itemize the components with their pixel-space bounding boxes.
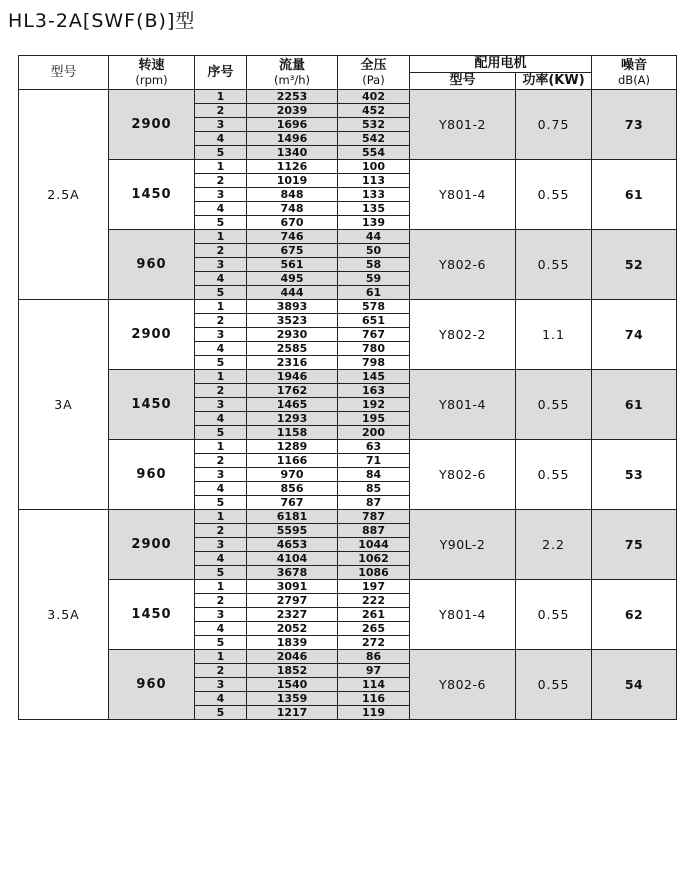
pressure-cell: 265 xyxy=(338,622,410,636)
noise-cell: 62 xyxy=(592,580,677,650)
flow-cell: 4104 xyxy=(247,552,338,566)
flow-cell: 2797 xyxy=(247,594,338,608)
pressure-cell: 59 xyxy=(338,272,410,286)
seq-cell: 4 xyxy=(195,482,247,496)
pressure-cell: 133 xyxy=(338,188,410,202)
pressure-cell: 195 xyxy=(338,412,410,426)
pressure-cell: 767 xyxy=(338,328,410,342)
seq-cell: 5 xyxy=(195,706,247,720)
model-cell: 3.5A xyxy=(19,510,109,720)
flow-cell: 746 xyxy=(247,230,338,244)
power-cell: 0.55 xyxy=(516,230,592,300)
motor-model-cell: Y802-6 xyxy=(410,650,516,720)
noise-cell: 52 xyxy=(592,230,677,300)
header-motor: 配用电机 xyxy=(410,56,592,73)
flow-cell: 1289 xyxy=(247,440,338,454)
seq-cell: 4 xyxy=(195,412,247,426)
pressure-cell: 272 xyxy=(338,636,410,650)
pressure-cell: 798 xyxy=(338,356,410,370)
page-title: HL3-2A[SWF(B)]型 xyxy=(8,10,196,32)
flow-cell: 1019 xyxy=(247,174,338,188)
seq-cell: 3 xyxy=(195,538,247,552)
flow-cell: 856 xyxy=(247,482,338,496)
noise-cell: 53 xyxy=(592,440,677,510)
seq-cell: 2 xyxy=(195,174,247,188)
power-cell: 0.55 xyxy=(516,370,592,440)
flow-cell: 748 xyxy=(247,202,338,216)
pressure-cell: 452 xyxy=(338,104,410,118)
power-cell: 0.55 xyxy=(516,160,592,230)
flow-cell: 2316 xyxy=(247,356,338,370)
flow-cell: 1217 xyxy=(247,706,338,720)
flow-cell: 848 xyxy=(247,188,338,202)
pressure-cell: 139 xyxy=(338,216,410,230)
pressure-cell: 787 xyxy=(338,510,410,524)
flow-cell: 767 xyxy=(247,496,338,510)
pressure-cell: 116 xyxy=(338,692,410,706)
table-row xyxy=(19,510,677,524)
motor-model-cell: Y90L-2 xyxy=(410,510,516,580)
flow-cell: 675 xyxy=(247,244,338,258)
power-cell: 0.75 xyxy=(516,90,592,160)
seq-cell: 3 xyxy=(195,678,247,692)
noise-cell: 61 xyxy=(592,370,677,440)
power-cell: 2.2 xyxy=(516,510,592,580)
flow-cell: 495 xyxy=(247,272,338,286)
seq-cell: 4 xyxy=(195,202,247,216)
noise-cell: 74 xyxy=(592,300,677,370)
flow-cell: 1465 xyxy=(247,398,338,412)
pressure-cell: 197 xyxy=(338,580,410,594)
flow-cell: 2046 xyxy=(247,650,338,664)
seq-cell: 1 xyxy=(195,370,247,384)
seq-cell: 3 xyxy=(195,188,247,202)
motor-model-cell: Y801-4 xyxy=(410,580,516,650)
pressure-cell: 554 xyxy=(338,146,410,160)
flow-cell: 2930 xyxy=(247,328,338,342)
pressure-cell: 402 xyxy=(338,90,410,104)
seq-cell: 2 xyxy=(195,104,247,118)
motor-model-cell: Y802-6 xyxy=(410,230,516,300)
header-speed: 转速 (rpm) xyxy=(109,56,195,90)
seq-cell: 4 xyxy=(195,622,247,636)
seq-cell: 3 xyxy=(195,468,247,482)
seq-cell: 3 xyxy=(195,328,247,342)
power-cell: 0.55 xyxy=(516,580,592,650)
flow-cell: 3523 xyxy=(247,314,338,328)
pressure-cell: 114 xyxy=(338,678,410,692)
flow-cell: 970 xyxy=(247,468,338,482)
noise-cell: 75 xyxy=(592,510,677,580)
pressure-cell: 86 xyxy=(338,650,410,664)
table-row xyxy=(19,160,677,174)
pressure-cell: 71 xyxy=(338,454,410,468)
speed-cell: 2900 xyxy=(109,300,195,370)
flow-cell: 1293 xyxy=(247,412,338,426)
power-cell: 1.1 xyxy=(516,300,592,370)
pressure-cell: 780 xyxy=(338,342,410,356)
pressure-cell: 578 xyxy=(338,300,410,314)
seq-cell: 5 xyxy=(195,426,247,440)
flow-cell: 1946 xyxy=(247,370,338,384)
pressure-cell: 532 xyxy=(338,118,410,132)
seq-cell: 3 xyxy=(195,118,247,132)
seq-cell: 2 xyxy=(195,594,247,608)
seq-cell: 1 xyxy=(195,510,247,524)
table-row xyxy=(19,230,677,244)
seq-cell: 4 xyxy=(195,132,247,146)
speed-cell: 1450 xyxy=(109,370,195,440)
seq-cell: 4 xyxy=(195,692,247,706)
pressure-cell: 145 xyxy=(338,370,410,384)
noise-cell: 73 xyxy=(592,90,677,160)
pressure-cell: 44 xyxy=(338,230,410,244)
flow-cell: 2585 xyxy=(247,342,338,356)
seq-cell: 1 xyxy=(195,580,247,594)
header-seq: 序号 xyxy=(195,56,247,90)
seq-cell: 5 xyxy=(195,496,247,510)
seq-cell: 4 xyxy=(195,342,247,356)
seq-cell: 2 xyxy=(195,664,247,678)
flow-cell: 1126 xyxy=(247,160,338,174)
seq-cell: 1 xyxy=(195,90,247,104)
flow-cell: 2052 xyxy=(247,622,338,636)
flow-cell: 561 xyxy=(247,258,338,272)
pressure-cell: 119 xyxy=(338,706,410,720)
speed-cell: 1450 xyxy=(109,580,195,650)
seq-cell: 1 xyxy=(195,230,247,244)
flow-cell: 4653 xyxy=(247,538,338,552)
pressure-cell: 97 xyxy=(338,664,410,678)
seq-cell: 3 xyxy=(195,258,247,272)
seq-cell: 2 xyxy=(195,384,247,398)
pressure-cell: 1044 xyxy=(338,538,410,552)
speed-cell: 960 xyxy=(109,440,195,510)
pressure-cell: 100 xyxy=(338,160,410,174)
pressure-cell: 651 xyxy=(338,314,410,328)
pressure-cell: 192 xyxy=(338,398,410,412)
pressure-cell: 50 xyxy=(338,244,410,258)
table-row xyxy=(19,440,677,454)
header-pressure: 全压 (Pa) xyxy=(338,56,410,90)
pressure-cell: 1062 xyxy=(338,552,410,566)
flow-cell: 1359 xyxy=(247,692,338,706)
fan-spec-table xyxy=(18,55,677,720)
flow-cell: 1852 xyxy=(247,664,338,678)
pressure-cell: 163 xyxy=(338,384,410,398)
pressure-cell: 87 xyxy=(338,496,410,510)
seq-cell: 1 xyxy=(195,160,247,174)
noise-cell: 61 xyxy=(592,160,677,230)
flow-cell: 1166 xyxy=(247,454,338,468)
header-noise: 噪音 dB(A) xyxy=(592,56,677,90)
table-row xyxy=(19,580,677,594)
seq-cell: 5 xyxy=(195,356,247,370)
seq-cell: 5 xyxy=(195,566,247,580)
speed-cell: 2900 xyxy=(109,90,195,160)
seq-cell: 2 xyxy=(195,454,247,468)
pressure-cell: 58 xyxy=(338,258,410,272)
speed-cell: 1450 xyxy=(109,160,195,230)
noise-cell: 54 xyxy=(592,650,677,720)
flow-cell: 1839 xyxy=(247,636,338,650)
motor-model-cell: Y801-2 xyxy=(410,90,516,160)
seq-cell: 2 xyxy=(195,524,247,538)
seq-cell: 1 xyxy=(195,650,247,664)
table-row xyxy=(19,90,677,104)
pressure-cell: 135 xyxy=(338,202,410,216)
motor-model-cell: Y802-2 xyxy=(410,300,516,370)
seq-cell: 4 xyxy=(195,552,247,566)
flow-cell: 1340 xyxy=(247,146,338,160)
seq-cell: 5 xyxy=(195,636,247,650)
flow-cell: 1762 xyxy=(247,384,338,398)
pressure-cell: 887 xyxy=(338,524,410,538)
speed-cell: 2900 xyxy=(109,510,195,580)
header-row-1 xyxy=(19,56,677,73)
flow-cell: 2253 xyxy=(247,90,338,104)
pressure-cell: 1086 xyxy=(338,566,410,580)
header-motor-model: 型号 xyxy=(410,73,516,90)
flow-cell: 2039 xyxy=(247,104,338,118)
pressure-cell: 85 xyxy=(338,482,410,496)
pressure-cell: 261 xyxy=(338,608,410,622)
motor-model-cell: Y801-4 xyxy=(410,370,516,440)
speed-cell: 960 xyxy=(109,230,195,300)
header-flow: 流量 (m³/h) xyxy=(247,56,338,90)
pressure-cell: 222 xyxy=(338,594,410,608)
seq-cell: 4 xyxy=(195,272,247,286)
seq-cell: 5 xyxy=(195,286,247,300)
table-row xyxy=(19,300,677,314)
model-cell: 3A xyxy=(19,300,109,510)
seq-cell: 5 xyxy=(195,146,247,160)
model-cell: 2.5A xyxy=(19,90,109,300)
flow-cell: 3893 xyxy=(247,300,338,314)
seq-cell: 2 xyxy=(195,244,247,258)
pressure-cell: 63 xyxy=(338,440,410,454)
seq-cell: 1 xyxy=(195,300,247,314)
pressure-cell: 84 xyxy=(338,468,410,482)
flow-cell: 1496 xyxy=(247,132,338,146)
flow-cell: 3091 xyxy=(247,580,338,594)
power-cell: 0.55 xyxy=(516,440,592,510)
pressure-cell: 200 xyxy=(338,426,410,440)
flow-cell: 5595 xyxy=(247,524,338,538)
flow-cell: 670 xyxy=(247,216,338,230)
table-row xyxy=(19,370,677,384)
pressure-cell: 61 xyxy=(338,286,410,300)
table-body xyxy=(19,90,677,720)
seq-cell: 5 xyxy=(195,216,247,230)
motor-model-cell: Y802-6 xyxy=(410,440,516,510)
seq-cell: 2 xyxy=(195,314,247,328)
seq-cell: 3 xyxy=(195,608,247,622)
seq-cell: 3 xyxy=(195,398,247,412)
power-cell: 0.55 xyxy=(516,650,592,720)
flow-cell: 1696 xyxy=(247,118,338,132)
flow-cell: 444 xyxy=(247,286,338,300)
flow-cell: 3678 xyxy=(247,566,338,580)
header-model: 型号 xyxy=(19,56,109,90)
speed-cell: 960 xyxy=(109,650,195,720)
table-row xyxy=(19,650,677,664)
flow-cell: 1540 xyxy=(247,678,338,692)
header-power: 功率(KW) xyxy=(516,73,592,90)
flow-cell: 2327 xyxy=(247,608,338,622)
pressure-cell: 542 xyxy=(338,132,410,146)
flow-cell: 1158 xyxy=(247,426,338,440)
pressure-cell: 113 xyxy=(338,174,410,188)
motor-model-cell: Y801-4 xyxy=(410,160,516,230)
flow-cell: 6181 xyxy=(247,510,338,524)
seq-cell: 1 xyxy=(195,440,247,454)
